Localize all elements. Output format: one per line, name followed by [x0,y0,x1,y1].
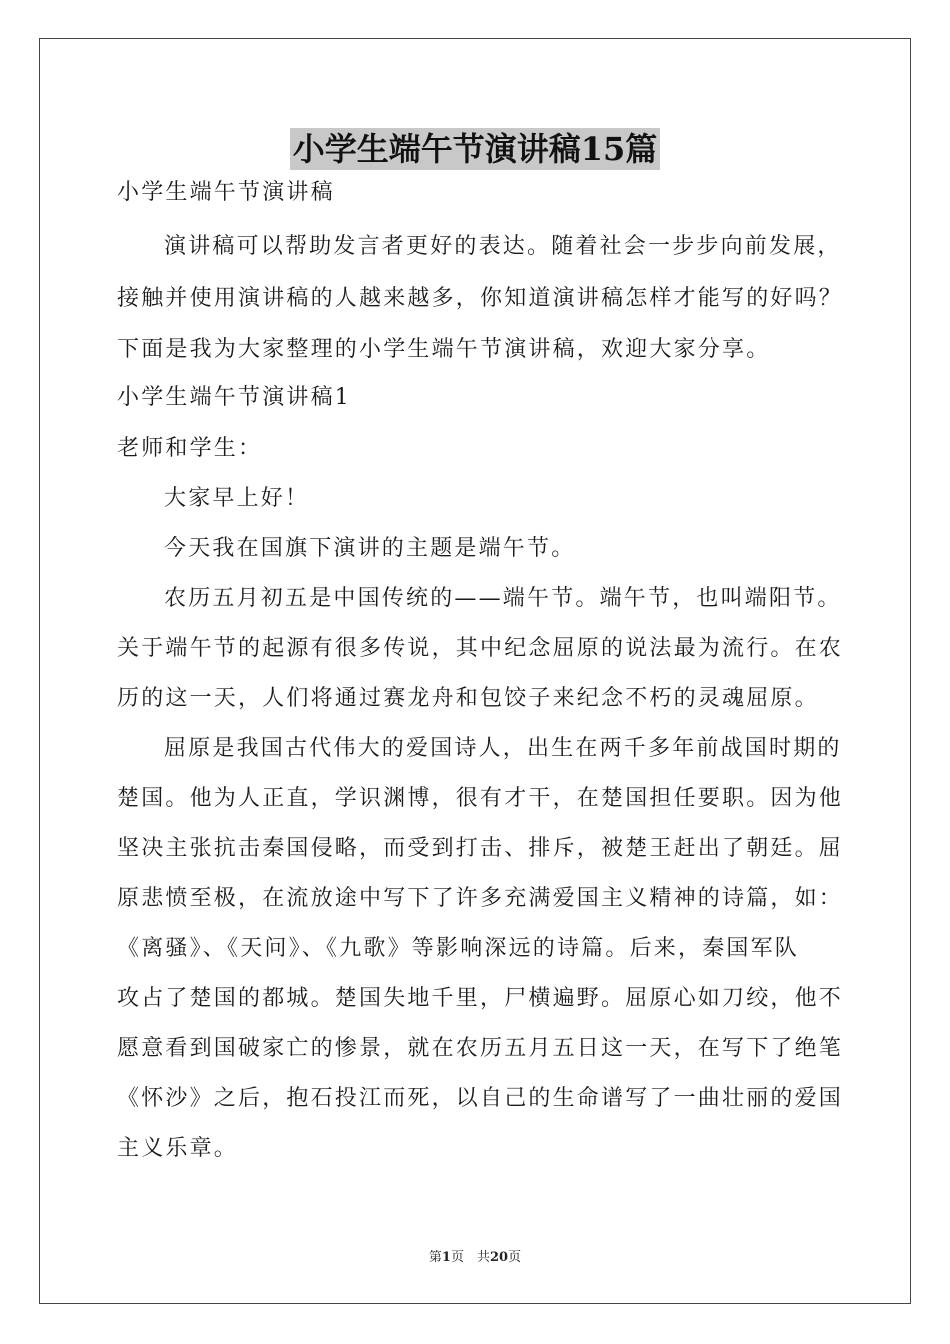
paragraph-line: 坚决主张抗击秦国侵略，而受到打击、排斥，被楚王赶出了朝廷。屈 [117,836,844,861]
page-mid-text: 页 共 [450,1250,490,1265]
paragraph-line: 愿意看到国破家亡的惨景，就在农历五月五日这一天，在写下了绝笔 [117,1036,844,1061]
current-page-number: 1 [441,1250,451,1265]
paragraph-line: 主义乐章。 [117,1136,239,1161]
paragraph-line: 演讲稿可以帮助发言者更好的表达。随着社会一步步向前发展， [164,234,842,259]
paragraph-line: 《怀沙》之后，抱石投江而死，以自己的生命谱写了一曲壮丽的爱国 [117,1086,844,1111]
paragraph-line: 楚国。他为人正直，学识渊博，很有才干，在楚国担任要职。因为他 [117,786,844,811]
section-heading: 小学生端午节演讲稿1 [117,385,351,410]
paragraph-line: 大家早上好！ [164,486,310,511]
paragraph-line: 接触并使用演讲稿的人越来越多，你知道演讲稿怎样才能写的好吗？ [117,286,844,311]
page-prefix: 第 [428,1250,442,1265]
title-container [0,128,950,170]
paragraph-line: 攻占了楚国的都城。楚国失地千里，尸横遍野。屈原心如刀绞，他不 [117,986,844,1011]
paragraph-line: 关于端午节的起源有很多传说，其中纪念屈原的说法最为流行。在农 [117,636,844,661]
paragraph-line: 屈原是我国古代伟大的爱国诗人，出生在两千多年前战国时期的 [164,736,842,761]
document-title: 小学生端午节演讲稿15篇 [290,128,661,170]
paragraph-line: 农历五月初五是中国传统的——端午节。端午节，也叫端阳节。 [164,586,842,611]
paragraph-line: 原悲愤至极，在流放途中写下了许多充满爱国主义精神的诗篇，如： [117,886,844,911]
heading-line: 小学生端午节演讲稿 [117,180,335,205]
paragraph-line: 下面是我为大家整理的小学生端午节演讲稿，欢迎大家分享。 [117,337,771,362]
total-page-number: 20 [489,1250,509,1265]
paragraph-line: 历的这一天，人们将通过赛龙舟和包饺子来纪念不朽的灵魂屈原。 [117,686,819,711]
page-border [39,38,911,1304]
salutation-line: 老师和学生： [117,436,263,461]
paragraph-line: 今天我在国旗下演讲的主题是端午节。 [164,536,576,561]
page-suffix: 页 [508,1250,522,1265]
page-footer [0,1246,950,1265]
paragraph-line: 《离骚》、《天问》、《九歌》等影响深远的诗篇。后来，秦国军队 [117,936,800,961]
